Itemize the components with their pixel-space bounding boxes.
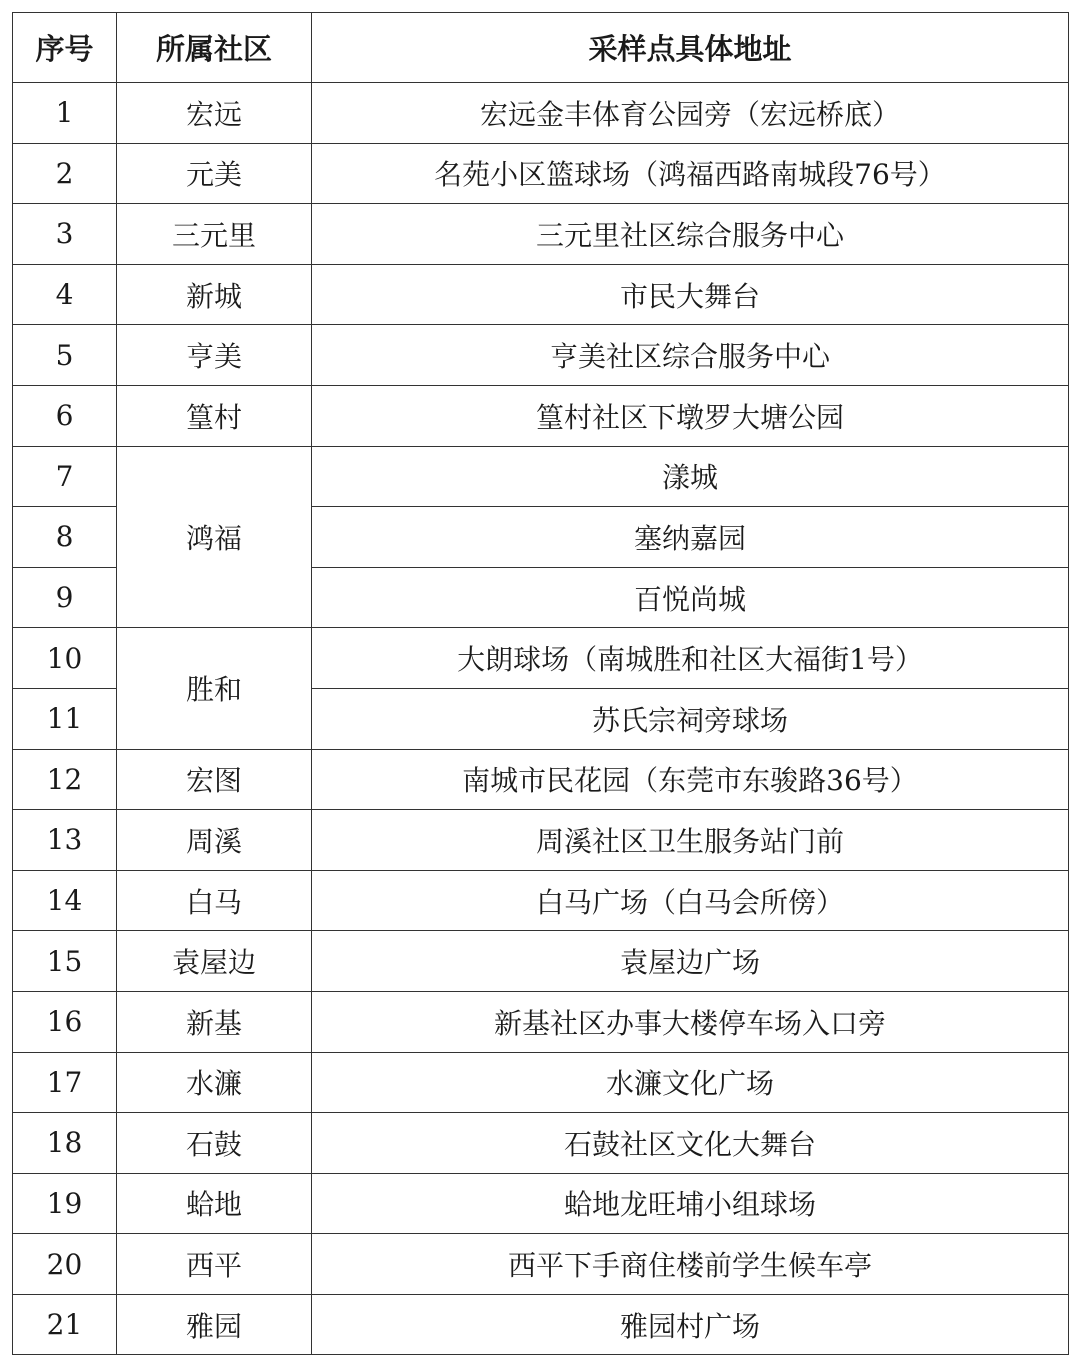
cell-community: 宏远 [117,83,312,144]
cell-community: 袁屋边 [117,931,312,992]
cell-address: 塞纳嘉园 [312,507,1069,568]
cell-community: 石鼓 [117,1113,312,1174]
cell-address: 袁屋边广场 [312,931,1069,992]
table-body [13,83,1069,1355]
cell-address: 雅园村广场 [312,1294,1069,1355]
header-serial-number: 序号 [13,13,117,83]
cell-serial-number: 19 [13,1173,117,1234]
cell-serial-number: 13 [13,810,117,871]
table-row [13,325,1069,386]
cell-community: 水濂 [117,1052,312,1113]
header-community: 所属社区 [117,13,312,83]
cell-serial-number: 5 [13,325,117,386]
cell-serial-number: 14 [13,870,117,931]
cell-community: 亨美 [117,325,312,386]
cell-community: 新城 [117,264,312,325]
cell-serial-number: 21 [13,1294,117,1355]
cell-address: 百悦尚城 [312,567,1069,628]
cell-serial-number: 2 [13,143,117,204]
cell-serial-number: 20 [13,1234,117,1295]
table-row [13,83,1069,144]
cell-address: 石鼓社区文化大舞台 [312,1113,1069,1174]
header-row [13,13,1069,83]
table-row [13,385,1069,446]
table-row [13,1113,1069,1174]
cell-address: 蛤地龙旺埔小组球场 [312,1173,1069,1234]
cell-serial-number: 15 [13,931,117,992]
table-row [13,628,1069,689]
cell-community: 新基 [117,991,312,1052]
cell-serial-number: 16 [13,991,117,1052]
cell-community: 三元里 [117,204,312,265]
cell-community: 胜和 [117,628,312,749]
cell-serial-number: 17 [13,1052,117,1113]
cell-community: 鸿福 [117,446,312,628]
cell-community: 西平 [117,1234,312,1295]
cell-community: 周溪 [117,810,312,871]
table-row [13,931,1069,992]
cell-address: 白马广场（白马会所傍） [312,870,1069,931]
table-row [13,1052,1069,1113]
cell-serial-number: 6 [13,385,117,446]
cell-address: 新基社区办事大楼停车场入口旁 [312,991,1069,1052]
cell-community: 篁村 [117,385,312,446]
table-row [13,143,1069,204]
sampling-sites-table [12,12,1069,1355]
cell-serial-number: 7 [13,446,117,507]
cell-serial-number: 4 [13,264,117,325]
cell-address: 西平下手商住楼前学生候车亭 [312,1234,1069,1295]
cell-address: 三元里社区综合服务中心 [312,204,1069,265]
cell-address: 苏氏宗祠旁球场 [312,688,1069,749]
cell-serial-number: 10 [13,628,117,689]
cell-serial-number: 3 [13,204,117,265]
cell-community: 元美 [117,143,312,204]
table-row [13,264,1069,325]
table-row [13,204,1069,265]
table-header [13,13,1069,83]
cell-community: 宏图 [117,749,312,810]
cell-serial-number: 9 [13,567,117,628]
table-row [13,810,1069,871]
cell-serial-number: 18 [13,1113,117,1174]
cell-community: 雅园 [117,1294,312,1355]
table-row [13,1294,1069,1355]
table-row [13,870,1069,931]
cell-serial-number: 12 [13,749,117,810]
table-row [13,1234,1069,1295]
cell-address: 水濂文化广场 [312,1052,1069,1113]
cell-serial-number: 1 [13,83,117,144]
table-row [13,446,1069,507]
cell-address: 漾城 [312,446,1069,507]
table-row [13,991,1069,1052]
cell-address: 名苑小区篮球场（鸿福西路南城段76号） [312,143,1069,204]
cell-community: 蛤地 [117,1173,312,1234]
cell-address: 大朗球场（南城胜和社区大福街1号） [312,628,1069,689]
cell-community: 白马 [117,870,312,931]
table-row [13,749,1069,810]
header-address: 采样点具体地址 [312,13,1069,83]
cell-address: 市民大舞台 [312,264,1069,325]
cell-address: 南城市民花园（东莞市东骏路36号） [312,749,1069,810]
cell-address: 周溪社区卫生服务站门前 [312,810,1069,871]
cell-address: 亨美社区综合服务中心 [312,325,1069,386]
cell-address: 篁村社区下墩罗大塘公园 [312,385,1069,446]
cell-serial-number: 11 [13,688,117,749]
table-row [13,1173,1069,1234]
cell-serial-number: 8 [13,507,117,568]
cell-address: 宏远金丰体育公园旁（宏远桥底） [312,83,1069,144]
